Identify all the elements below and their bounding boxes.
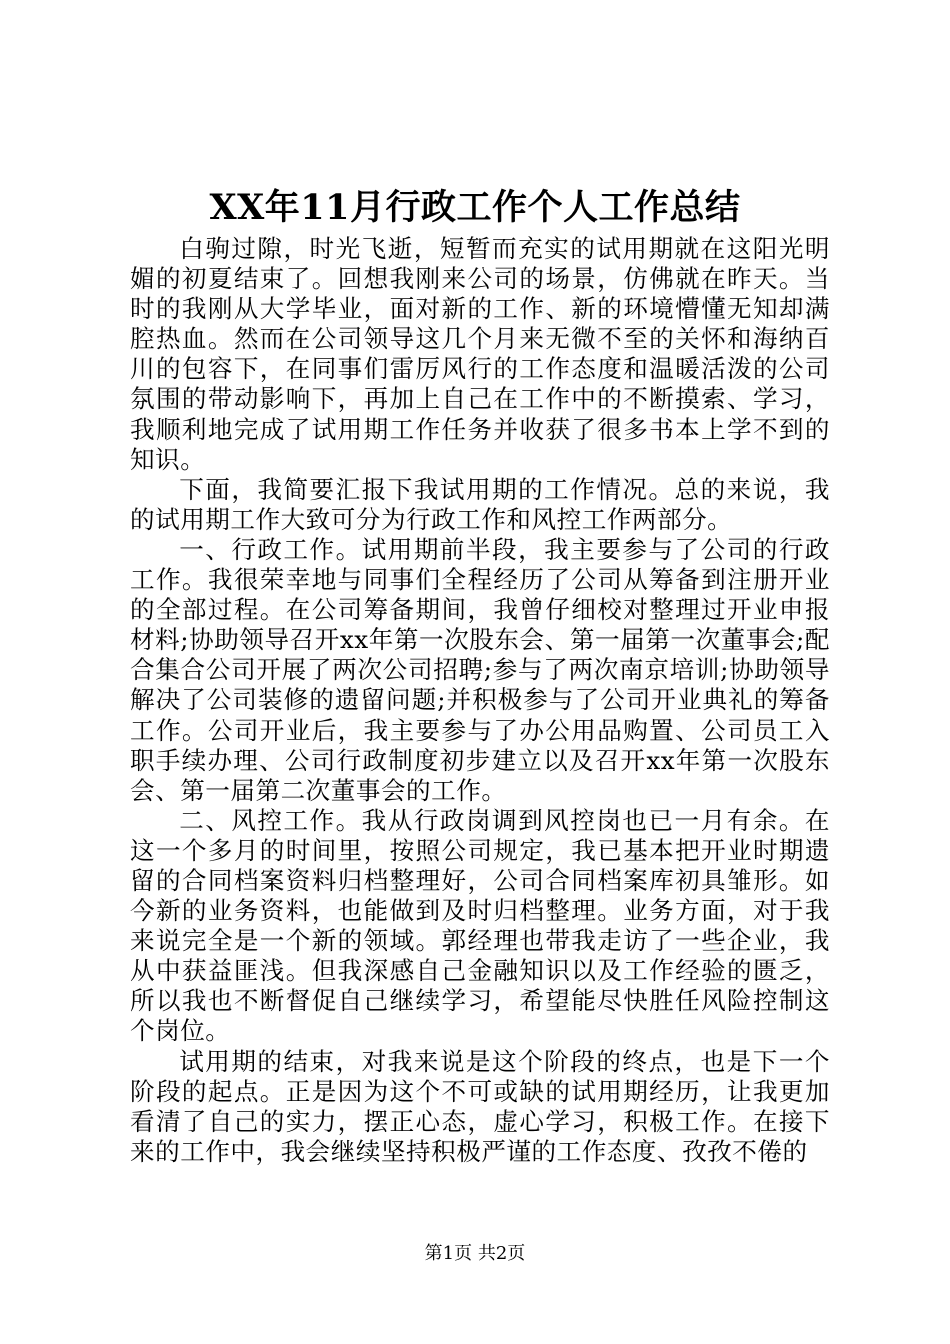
paragraph-intro: 白驹过隙，时光飞逝，短暂而充实的试用期就在这阳光明媚的初夏结束了。回想我刚来公司的场景，仿佛就在昨天。当时的我刚从大学毕业，面对新的工作、新的环境懵懂无知却满腔热血。然而在公司领导这几个月来无微不至的关怀和海纳百川的包容下，在同事们雷厉风行的工作态度和温暖活泼的公司氛围的带动影响下，再加上自己在工作中的不断摸索、学习，我顺利地完成了试用期工作任务并收获了很多书本上学不到的知识。 [130, 234, 830, 474]
paragraph-risk-control-work: 二、风控工作。我从行政岗调到风控岗也已一月有余。在这一个多月的时间里，按照公司规定，我已基本把开业时期遗留的合同档案资料归档整理好，公司合同档案库初具雏形。如今新的业务资料，也能做到及时归档整理。业务方面，对于我来说完全是一个新的领域。郭经理也带我走访了一些企业，我从中获益匪浅。但我深感自己金融知识以及工作经验的匮乏，所以我也不断督促自己继续学习，希望能尽快胜任风险控制这个岗位。 [130, 805, 830, 1046]
paragraph-admin-work: 一、行政工作。试用期前半段，我主要参与了公司的行政工作。我很荣幸地与同事们全程经历了公司从筹备到注册开业的全部过程。在公司筹备期间，我曾仔细校对整理过开业申报材料;协助领导召开xx年第一次股东会、第一届第一次董事会;配合集合公司开展了两次公司招聘;参与了两次南京培训;协助领导解决了公司装修的遗留问题;并积极参与了公司开业典礼的筹备工作。公司开业后，我主要参与了办公用品购置、公司员工入职手续办理、公司行政制度初步建立以及召开xx年第一次股东会、第一届第二次董事会的工作。 [130, 534, 830, 805]
document-title: XX年11月行政工作个人工作总结 [209, 187, 741, 228]
paragraph-overview: 下面，我简要汇报下我试用期的工作情况。总的来说，我的试用期工作大致可分为行政工作和风控工作两部分。 [130, 474, 830, 534]
page-number-footer: 第1页 共2页 [424, 1243, 526, 1264]
paragraph-conclusion: 试用期的结束，对我来说是这个阶段的终点，也是下一个阶段的起点。正是因为这个不可或缺的试用期经历，让我更加看清了自己的实力，摆正心态，虚心学习，积极工作。在接下来的工作中，我会继续坚持积极严谨的工作态度、孜孜不倦的 [130, 1046, 830, 1166]
document-body [130, 234, 830, 1167]
